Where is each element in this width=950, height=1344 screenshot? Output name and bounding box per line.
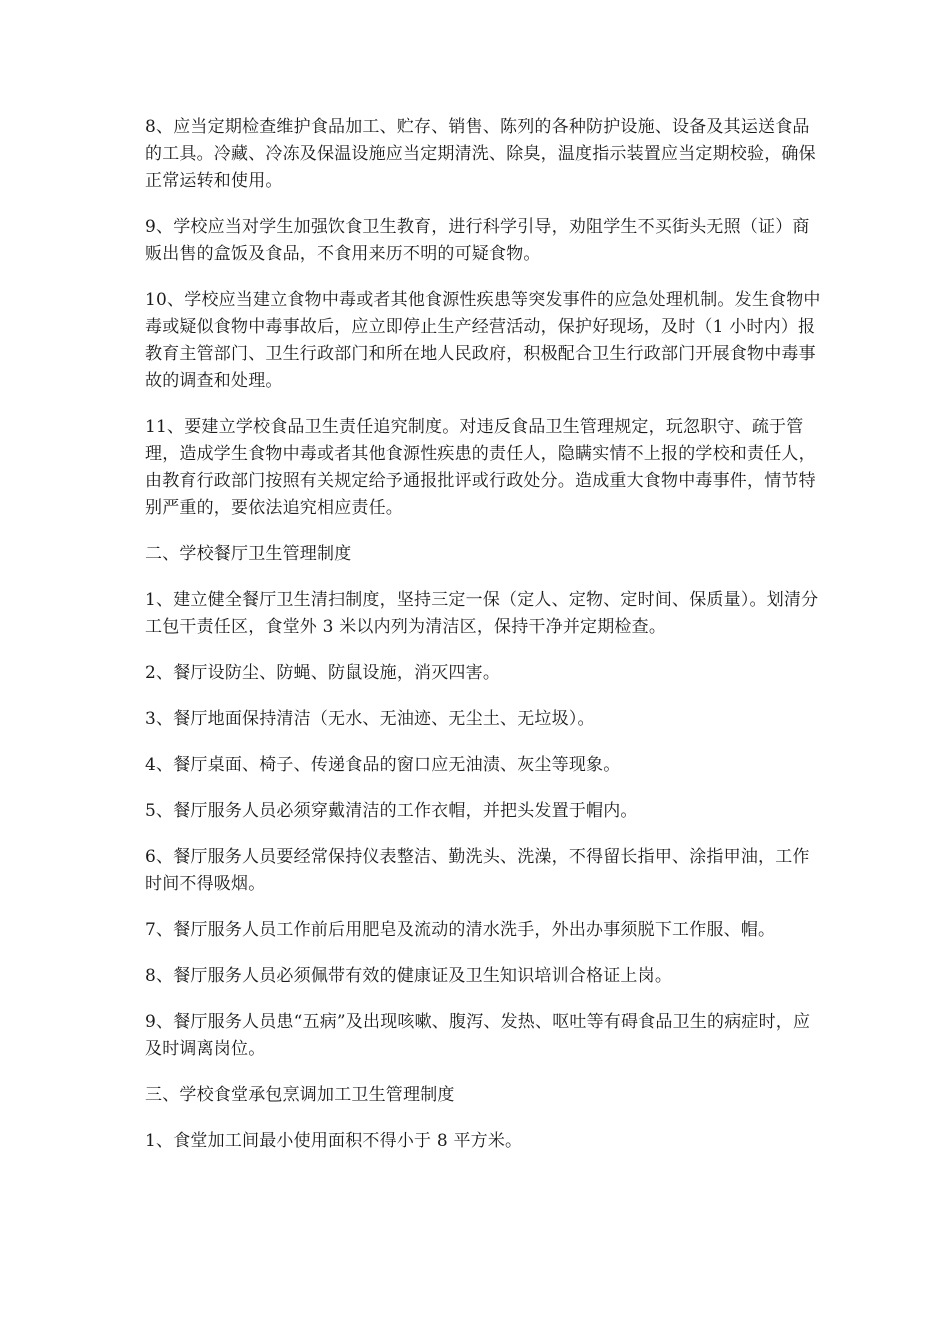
paragraph-item-9: 9、学校应当对学生加强饮食卫生教育，进行科学引导，劝阻学生不买街头无照（证）商贩出售的盒饭及食品，不食用来历不明的可疑食物。 <box>145 217 810 264</box>
canteen-rule-6: 6、餐厅服务人员要经常保持仪表整洁、勤洗头、洗澡，不得留长指甲、涂指甲油，工作时间不得吸烟。 <box>145 847 810 894</box>
paragraph-item-8: 8、应当定期检查维护食品加工、贮存、销售、陈列的各种防护设施、设备及其运送食品的工具。冷藏、冷冻及保温设施应当定期清洗、除臭，温度指示装置应当定期校验，确保正常运转和使用。 <box>145 117 816 191</box>
canteen-rule-5: 5、餐厅服务人员必须穿戴清洁的工作衣帽，并把头发置于帽内。 <box>145 801 638 821</box>
canteen-rule-8: 8、餐厅服务人员必须佩带有效的健康证及卫生知识培训合格证上岗。 <box>145 966 673 986</box>
canteen-rule-4: 4、餐厅桌面、椅子、传递食品的窗口应无油渍、灰尘等现象。 <box>145 755 621 775</box>
canteen-rule-1: 1、建立健全餐厅卫生清扫制度，坚持三定一保（定人、定物、定时间、保质量）。划清分工包干责任区，食堂外 3 米以内列为清洁区，保持干净并定期检查。 <box>145 590 819 637</box>
canteen-rule-2: 2、餐厅设防尘、防蝇、防鼠设施，消灭四害。 <box>145 663 501 683</box>
section-heading-canteen: 二、学校餐厅卫生管理制度 <box>145 544 352 564</box>
paragraph-item-11: 11、要建立学校食品卫生责任追究制度。对违反食品卫生管理规定，玩忽职守、疏于管理，造成学生食物中毒或者其他食源性疾患的责任人，隐瞒实情不上报的学校和责任人，由教育行政部门按照有关规定给予通报批评或行政处分。造成重大食物中毒事件，情节特别严重的，要依法追究相应责任。 <box>145 417 816 518</box>
canteen-rule-9: 9、餐厅服务人员患“五病”及出现咳嗽、腹泻、发热、呕吐等有碍食品卫生的病症时，应及时调离岗位。 <box>145 1012 811 1059</box>
paragraph-item-10: 10、学校应当建立食物中毒或者其他食源性疾患等突发事件的应急处理机制。发生食物中毒或疑似食物中毒事故后，应立即停止生产经营活动，保护好现场，及时（1 小时内）报教育主管部门、卫生行政部门和所在地人民政府，积极配合卫生行政部门开展食物中毒事故的调查和处理。 <box>145 290 821 391</box>
canteen-rule-7: 7、餐厅服务人员工作前后用肥皂及流动的清水洗手，外出办事须脱下工作服、帽。 <box>145 920 776 940</box>
section-heading-contract-cooking: 三、学校食堂承包烹调加工卫生管理制度 <box>145 1085 455 1105</box>
canteen-rule-3: 3、餐厅地面保持清洁（无水、无油迹、无尘土、无垃圾）。 <box>145 709 595 729</box>
contract-cooking-rule-1: 1、食堂加工间最小使用面积不得小于 8 平方米。 <box>145 1131 523 1151</box>
document-body <box>145 114 825 1174</box>
